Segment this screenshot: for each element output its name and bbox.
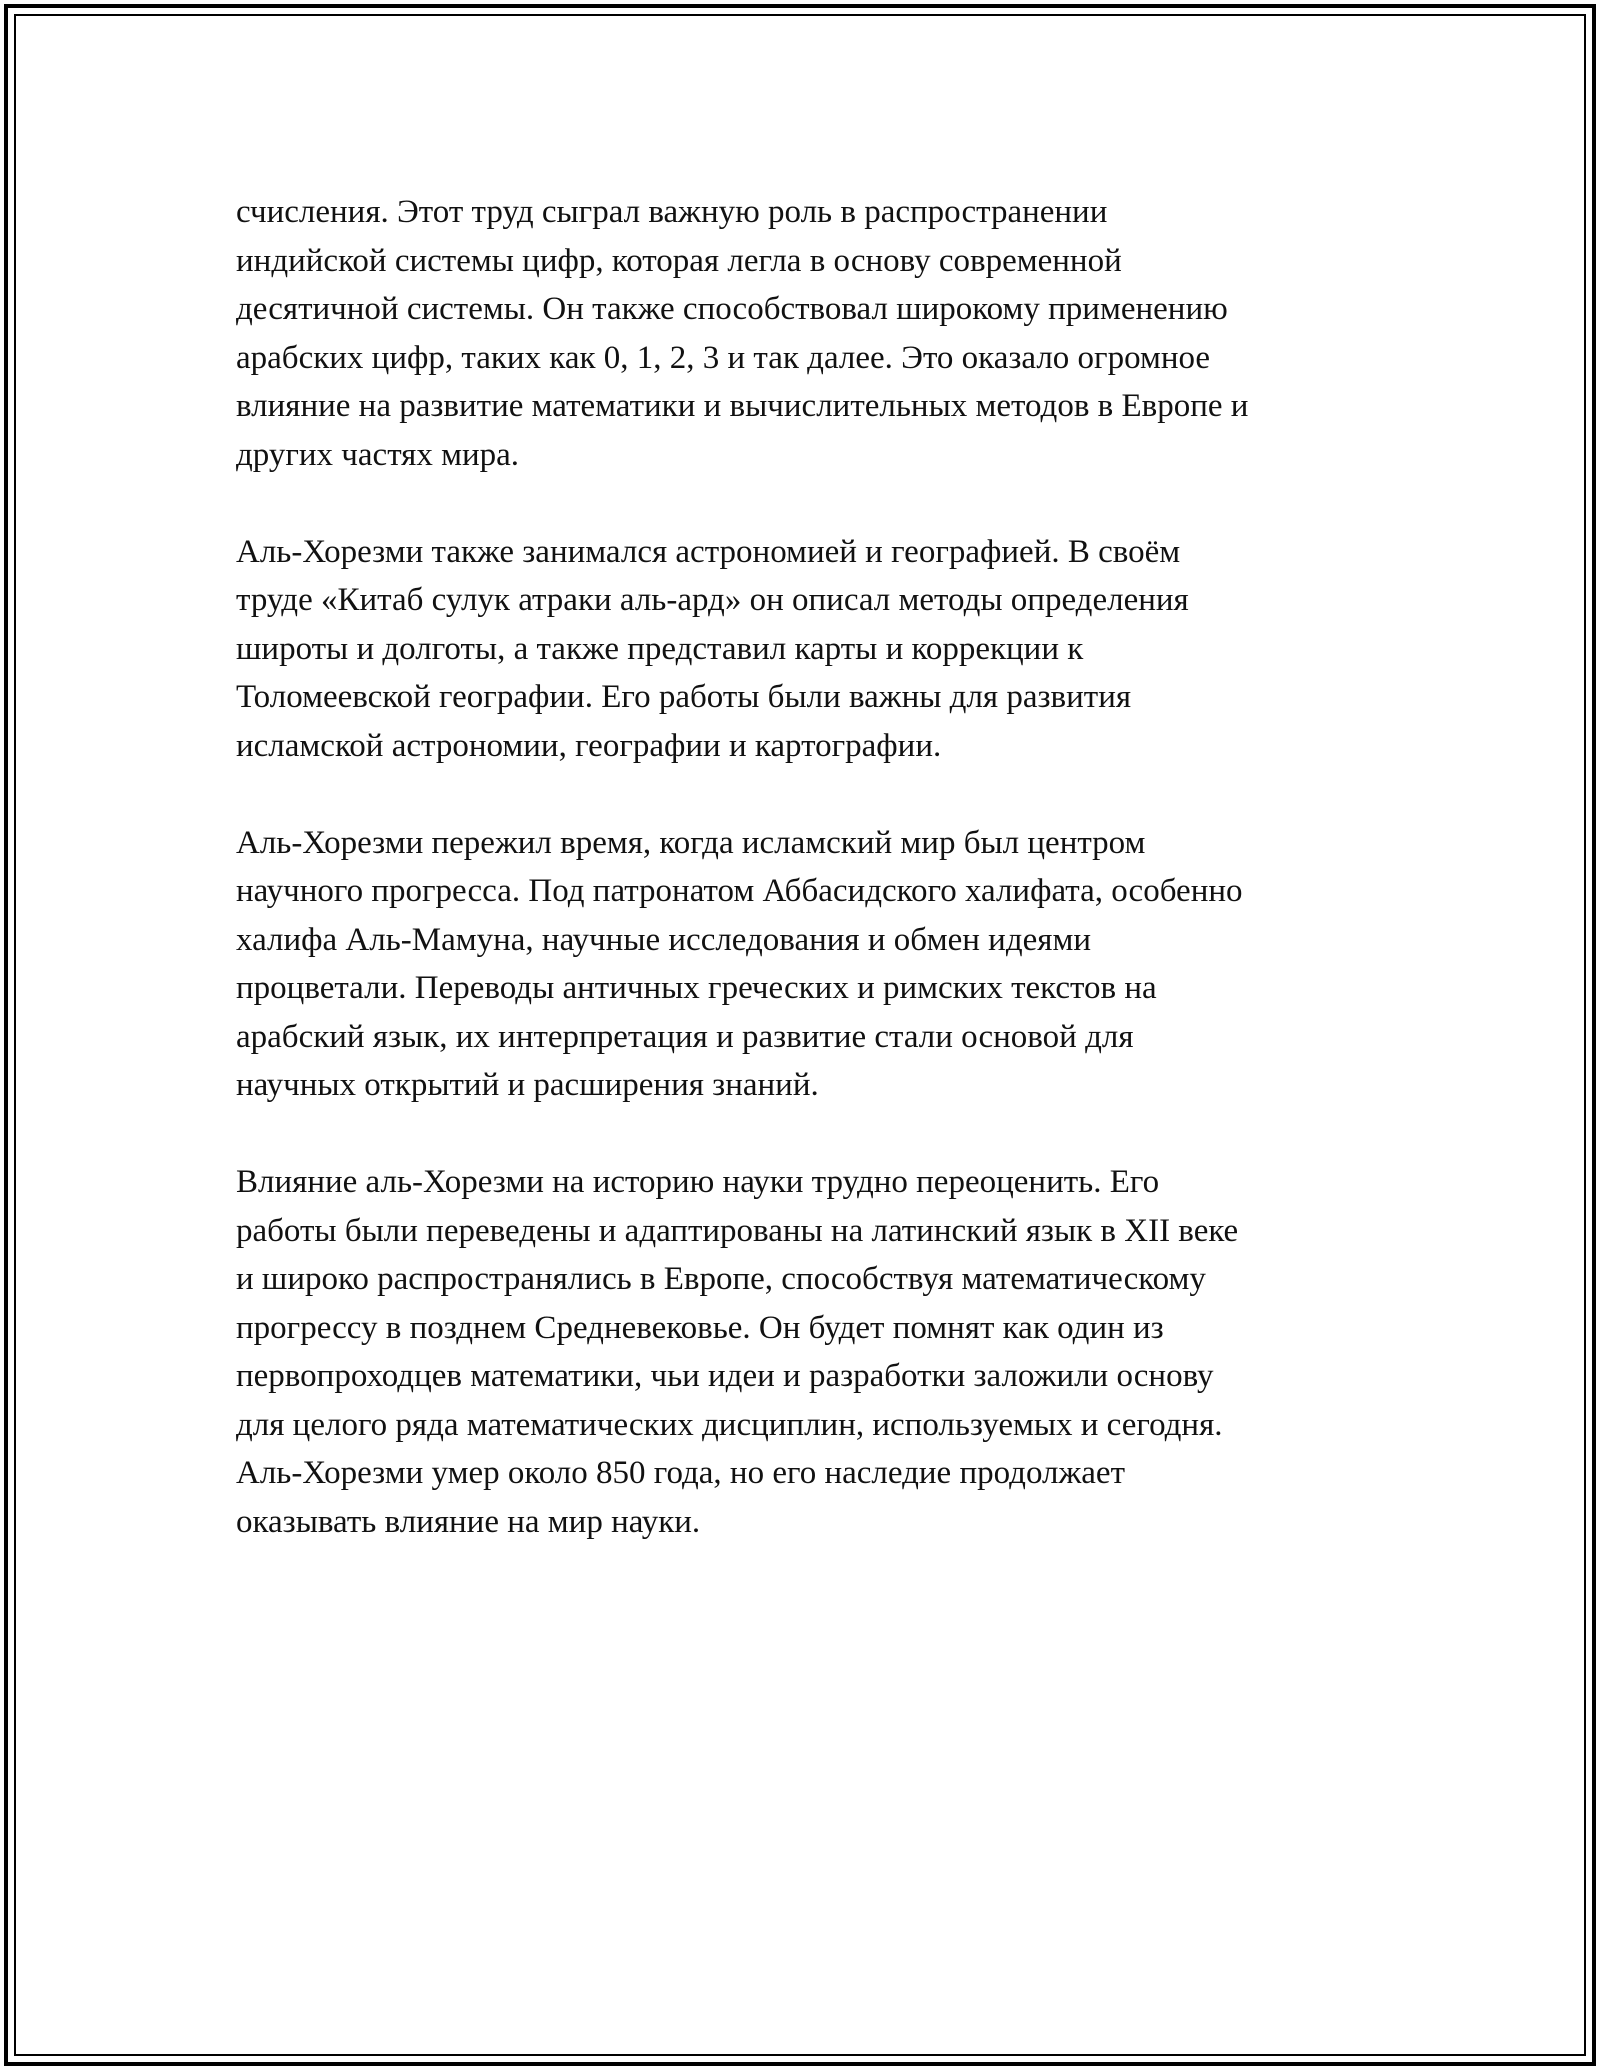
paragraph-3 [236,819,1376,1110]
text-line: широты и долготы, а также представил карты и коррекции к [236,630,1084,667]
text-line: Аль-Хорезми также занимался астрономией и географией. В своём [236,533,1181,570]
text-line: труде «Китаб сулук атраки аль-ард» он описал методы определения [236,582,1189,618]
text-line: десятичной системы. Он также способствовал широкому применению [236,291,1228,327]
text-line: и широко распространялись в Европе, способствуя математическому [236,1261,1206,1297]
text-line: Аль-Хорезми пережил время, когда исламский мир был центром [236,824,1146,861]
text-line: индийской системы цифр, которая легла в основу современной [236,242,1122,279]
document-body [236,188,1376,1595]
text-line: первопроходцев математики, чьи идеи и разработки заложили основу [236,1358,1214,1394]
text-line: других частях мира. [236,436,520,473]
text-line: влияние на развитие математики и вычислительных методов в Европе и [236,388,1249,424]
text-line: для целого ряда математических дисциплин, используемых и сегодня. [236,1406,1223,1443]
text-line: работы были переведены и адаптированы на латинский язык в XII веке [236,1212,1239,1249]
text-line: прогрессу в позднем Средневековье. Он будет помнят как один из [236,1309,1164,1346]
text-line: арабский язык, их интерпретация и развитие стали основой для [236,1018,1134,1055]
text-line: Влияние аль-Хорезми на историю науки трудно переоценить. Его [236,1164,1160,1200]
text-line: халифа Аль-Мамуна, научные исследования и обмен идеями [236,921,1091,958]
text-line: процветали. Переводы античных греческих и римских текстов на [236,970,1157,1006]
text-line: арабских цифр, таких как 0, 1, 2, 3 и так далее. Это оказало огромное [236,339,1211,376]
text-line: научного прогресса. Под патронатом Аббасидского халифата, особенно [236,873,1243,909]
text-line: исламской астрономии, географии и картографии. [236,727,942,764]
text-line: счисления. Этот труд сыграл важную роль в распространении [236,194,1108,230]
paragraph-4 [236,1158,1376,1546]
text-line: оказывать влияние на мир науки. [236,1503,701,1540]
text-line: научных открытий и расширения знаний. [236,1067,819,1103]
text-line: Толомеевской географии. Его работы были важны для развития [236,679,1132,715]
paragraph-1 [236,188,1376,479]
paragraph-2 [236,528,1376,771]
text-line: Аль-Хорезми умер около 850 года, но его наследие продолжает [236,1455,1125,1491]
